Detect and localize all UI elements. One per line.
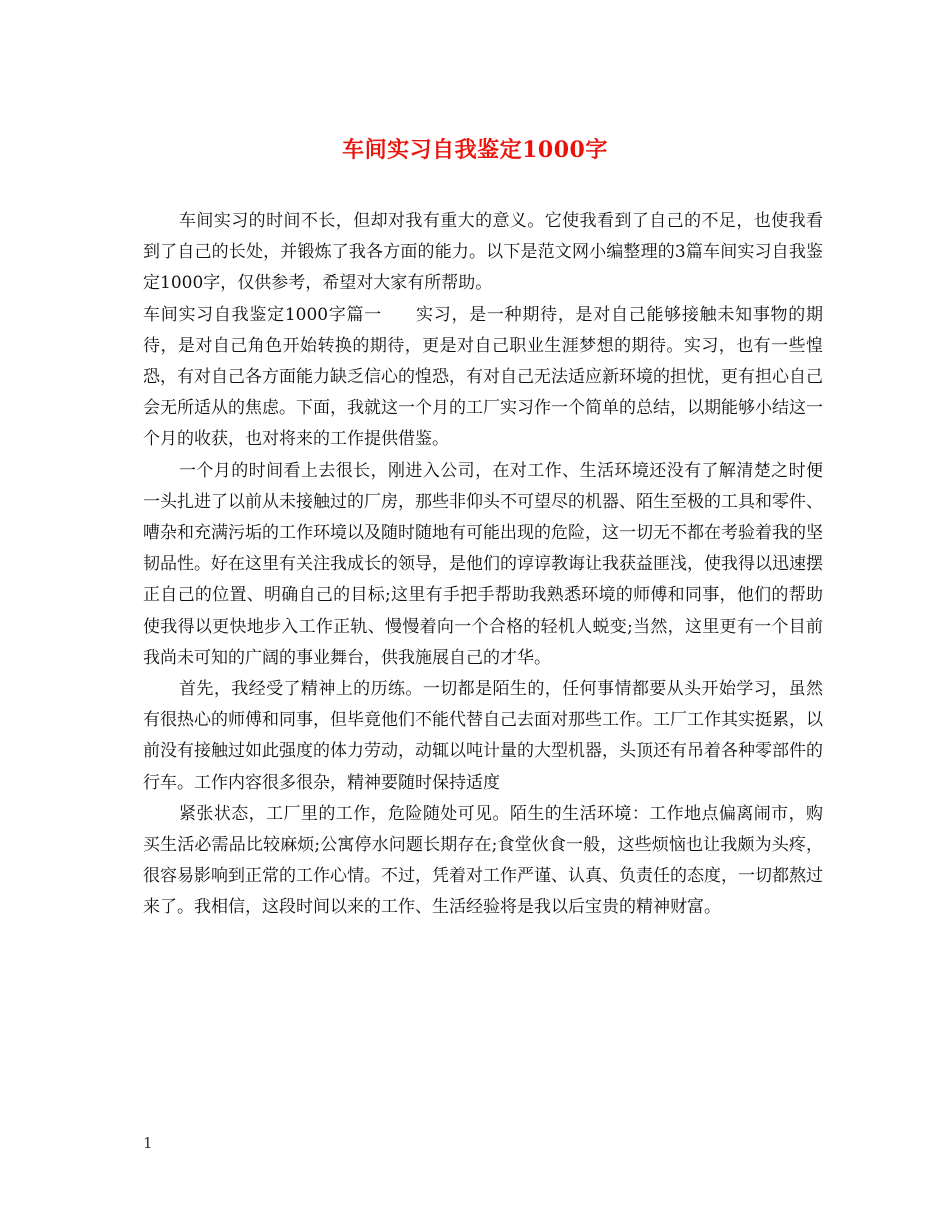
- paragraph-first: 首先，我经受了精神上的历练。一切都是陌生的，任何事情都要从头开始学习，虽然有很热心的师傅和同事，但毕竟他们不能代替自己去面对那些工作。工厂工作其实挺累，以前没有接触过如此强度的体力劳动，动辄以吨计量的大型机器，头顶还有吊着各种零部件的行车。工作内容很多很杂，精神要随时保持适度: [143, 679, 823, 793]
- paragraph-section-one: [143, 300, 823, 456]
- paragraph-month: 一个月的时间看上去很长，刚进入公司，在对工作、生活环境还没有了解清楚之时便一头扎进了以前从未接触过的厂房，那些非仰头不可望尽的机器、陌生至极的工具和零件、嘈杂和充满污垢的工作环境以及随时随地有可能出现的危险，这一切无不都在考验着我的坚韧品性。好在这里有关注我成长的领导，是他们的谆谆教诲让我获益匪浅，使我得以迅速摆正自己的位置、明确自己的目标;这里有手把手帮助我熟悉环境的师傅和同事，他们的帮助使我得以更快地步入工作正轨、慢慢着向一个合格的轻机人蜕变;当然，这里更有一个目前我尚未可知的广阔的事业舞台，供我施展自己的才华。: [143, 460, 823, 668]
- document-body: [143, 206, 823, 924]
- paragraph-tension: 紧张状态，工厂里的工作，危险随处可见。陌生的生活环境：工作地点偏离闹市，购买生活必需品比较麻烦;公寓停水问题长期存在;食堂伙食一般，这些烦恼也让我颇为头疼，很容易影响到正常的工作心情。不过，凭着对工作严谨、认真、负责任的态度，一切都熬过来了。我相信，这段时间以来的工作、生活经验将是我以后宝贵的精神财富。: [143, 803, 823, 918]
- section-one-text: 实习，是一种期待，是对自己能够接触未知事物的期待，是对自己角色开始转换的期待，更是对自己职业生涯梦想的期待。实习，也有一些惶恐，有对自己各方面能力缺乏信心的惶恐，有对自己无法适应新环境的担忧，更有担心自己会无所适从的焦虑。下面，我就这一个月的工厂实习作一个简单的总结，以期能够小结这一个月的收获，也对将来的工作提供借鉴。: [143, 304, 824, 450]
- document-title: 车间实习自我鉴定1000字: [342, 137, 608, 163]
- section-heading: 车间实习自我鉴定1000字篇一: [143, 304, 382, 325]
- paragraph-intro: 车间实习的时间不长，但却对我有重大的意义。它使我看到了自己的不足，也使我看到了自己的长处，并锻炼了我各方面的能力。以下是范文网小编整理的3篇车间实习自我鉴定1000字，仅供参考，希望对大家有所帮助。: [143, 211, 823, 294]
- page-number: 1: [143, 1134, 153, 1152]
